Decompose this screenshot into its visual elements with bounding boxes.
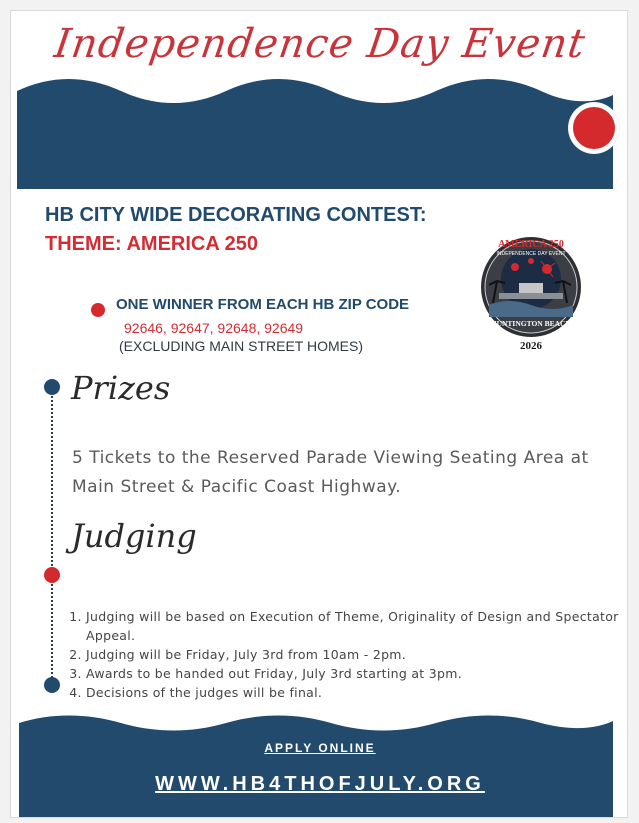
contest-theme: THEME: AMERICA 250 [45,233,258,255]
header-red-dot [569,103,619,153]
timeline-dot-prizes [44,379,60,395]
seal-bottom-text: HUNTINGTON BEACH [490,319,572,328]
footer-wave-banner [11,709,628,818]
seal-top-text: AMERICA 250 [498,239,564,250]
winner-line: ONE WINNER FROM EACH HB ZIP CODE [116,296,410,313]
judging-rules-list [66,607,626,702]
timeline-dotted-line [51,389,53,689]
judging-rule: 1. Judging will be based on Execution of Theme, Originality of Design and Spectator Appeal. [86,607,626,645]
america-250-seal [479,233,583,353]
seal-sub-text: INDEPENDENCE DAY EVENT [496,251,566,257]
prizes-title: Prizes [71,369,171,407]
website-link[interactable]: WWW.HB4THOFJULY.ORG [155,773,485,795]
prizes-description: 5 Tickets to the Reserved Parade Viewing Seating Area at Main Street & Pacific Coast Highway. [72,448,589,497]
exclusion-note: (EXCLUDING MAIN STREET HOMES) [119,338,363,354]
event-title: Independence Day Event [51,21,589,67]
timeline-dot-judging [44,567,60,583]
judging-rule: 3. Awards to be handed out Friday, July 3rd starting at 3pm. [86,664,626,683]
contest-heading: HB CITY WIDE DECORATING CONTEST: [45,204,427,226]
judging-title: Judging [71,517,197,555]
header-wave-banner [11,73,628,189]
seal-year: 2026 [520,340,542,352]
apply-online-link[interactable]: APPLY ONLINE [264,741,376,755]
judging-rule: 4. Decisions of the judges will be final. [86,683,626,702]
judging-rule: 2. Judging will be Friday, July 3rd from 10am - 2pm. [86,645,626,664]
timeline-dot-end [44,677,60,693]
zip-codes: 92646, 92647, 92648, 92649 [124,320,304,336]
flyer-page [10,10,628,818]
winner-bullet [91,303,105,317]
